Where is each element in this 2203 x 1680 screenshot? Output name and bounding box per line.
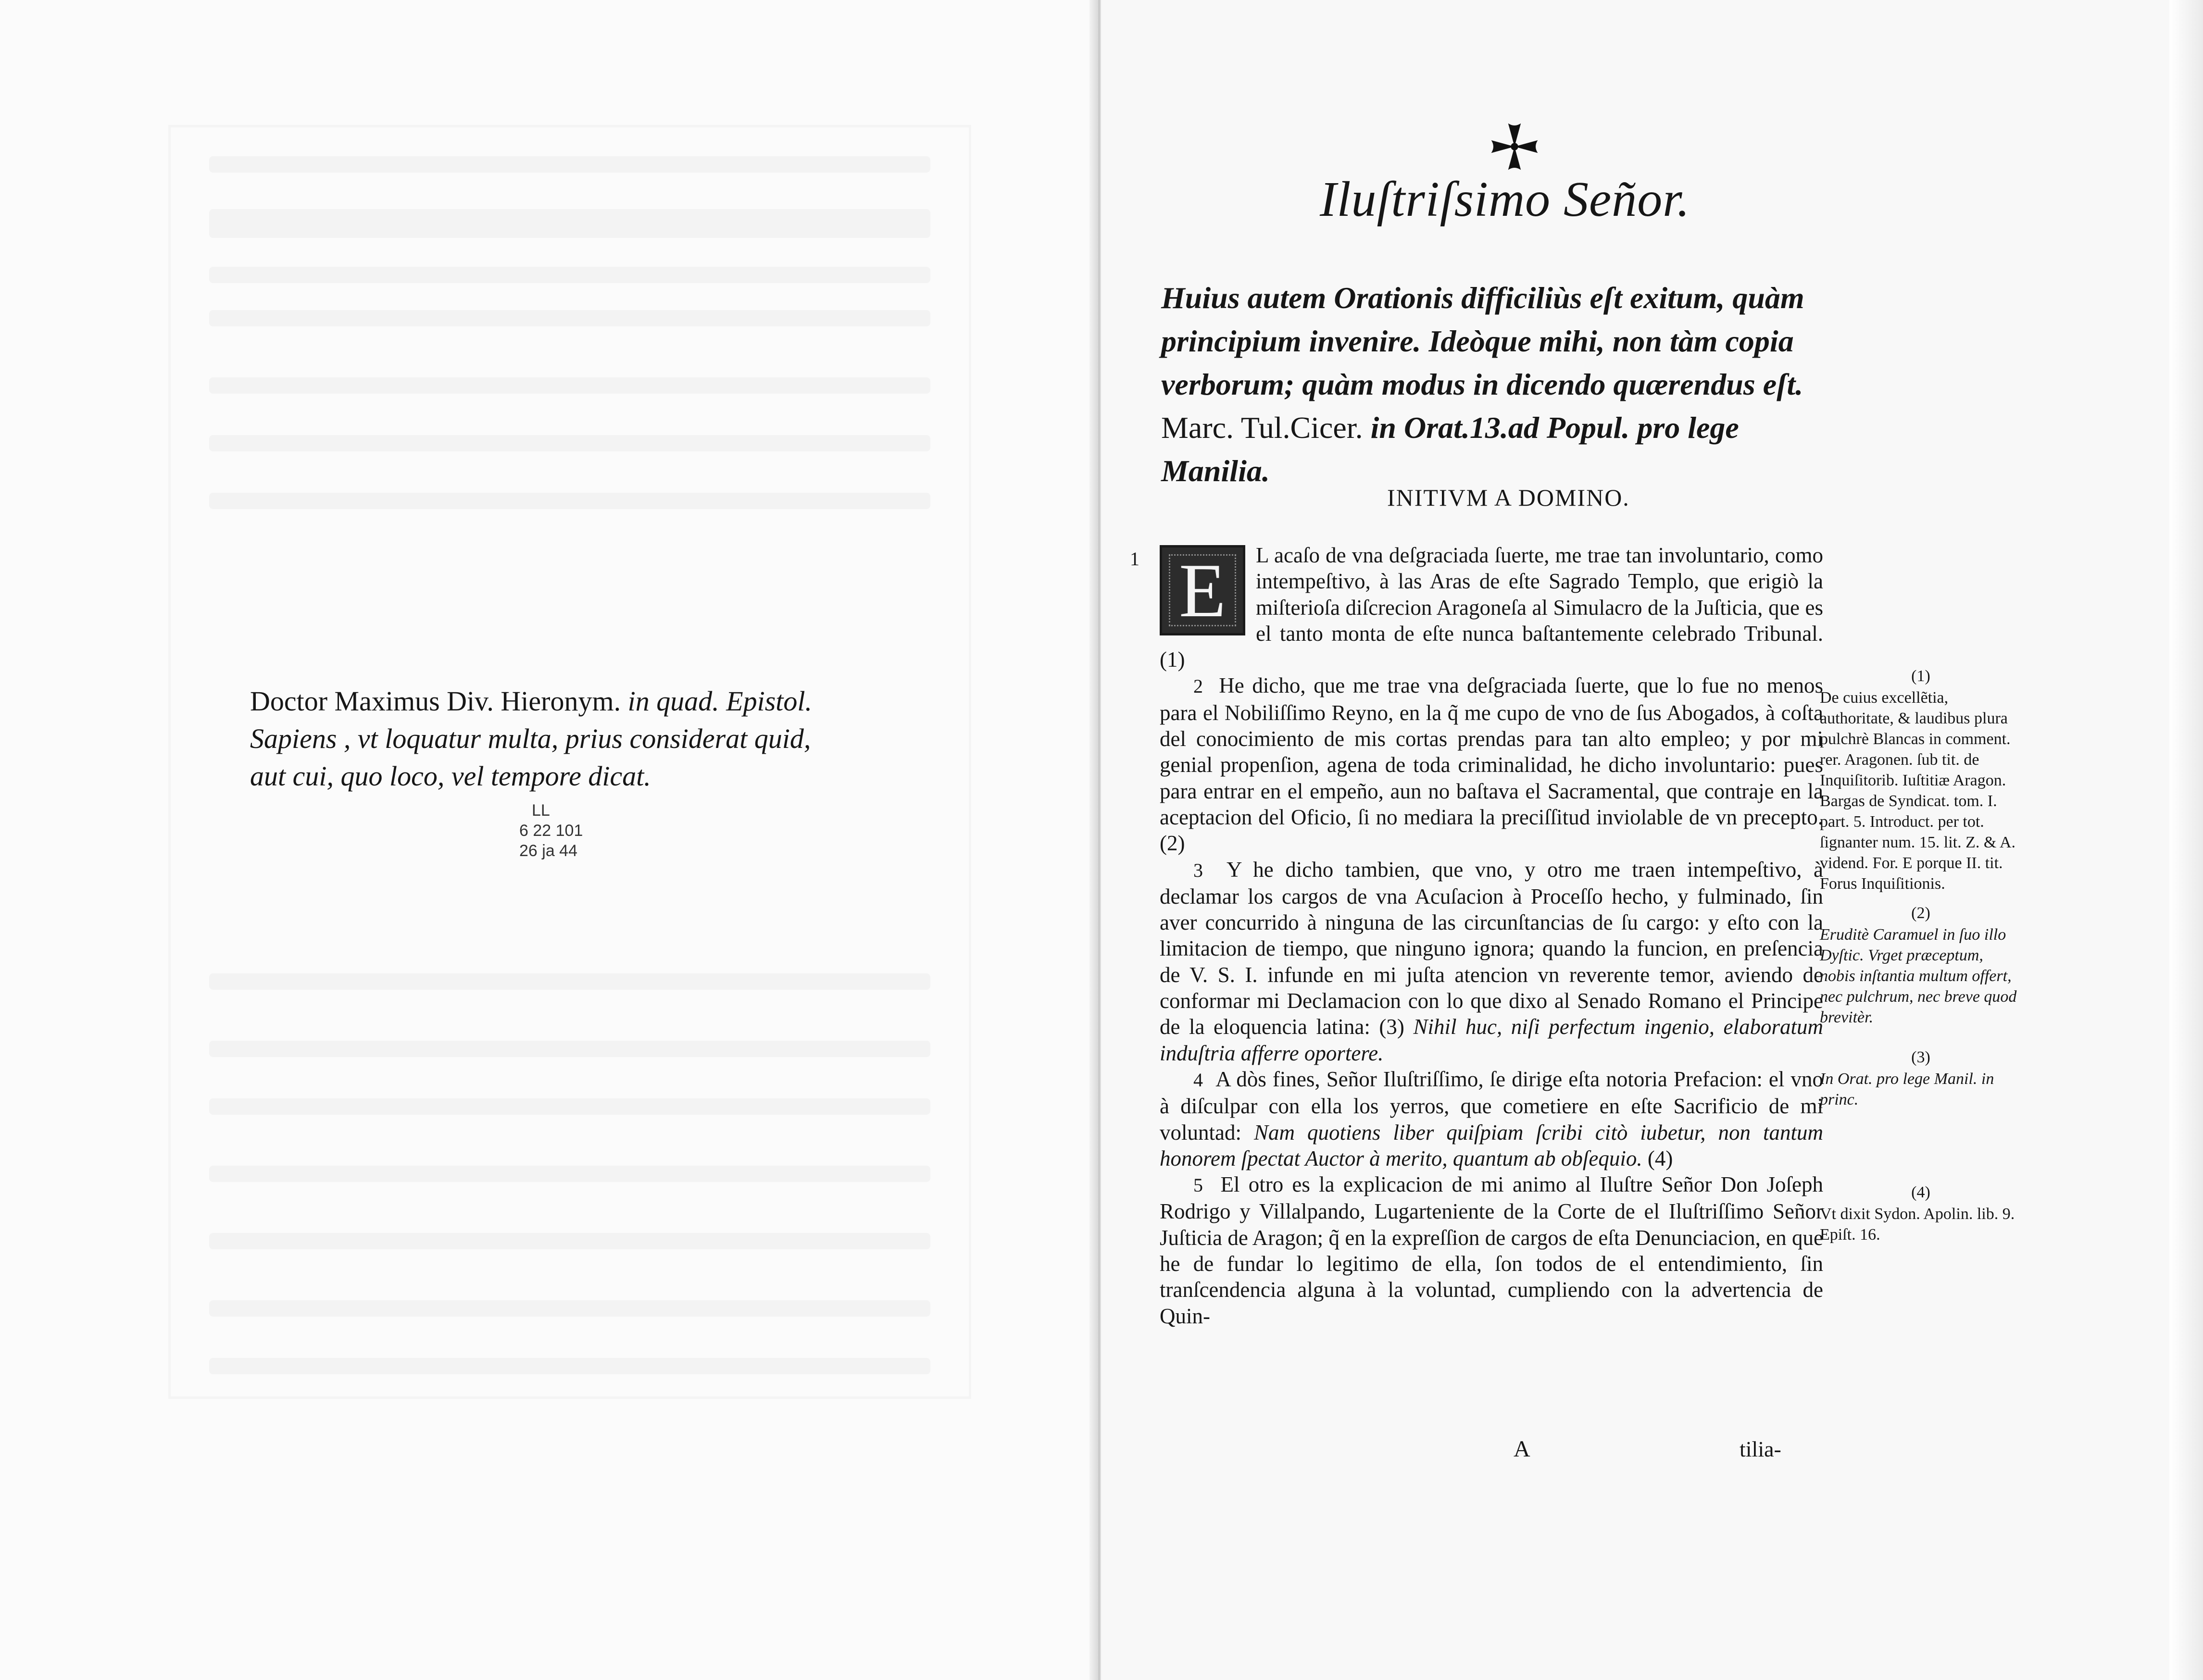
paragraph-number: 3 xyxy=(1193,859,1203,881)
paragraph-text: He dicho, que me trae vna deſgraciada ſuerte, que lo fue no menos para el Nobiliſſimo Reyno, en la q̃ me cupo de vno de ſus Abogados, à coſta del conocimiento de mis cortas prendas para tan alto empleo; y por mi genial propenſion, agena de toda criminalidad, he dicho involuntario: pues para entrar en el empeño, aun no baſtava el Sacramental, que contraje en la aceptacion del Oficio, ſi no mediara la preciſſitud inviolable de vn precepto. (2) xyxy=(1160,673,1823,856)
epigraph-author: Marc. Tul.Cicer. xyxy=(1161,411,1363,445)
decorated-initial xyxy=(1160,545,1245,635)
paragraph-5 xyxy=(1160,1171,1823,1329)
signature-mark: A xyxy=(1514,1436,1530,1462)
margin-note-number: (4) xyxy=(1911,1183,1930,1201)
paragraph-text: El otro es la explicacion de mi animo al Iluſtre Señor Don Joſeph Rodrigo y Villalpando, Lugarteniente de la Corte de el Iluſtriſſimo Señor Juſticia de Aragon; q̃ en la expreſſion de cargos de eſta Denunciacion, en que he de fundar lo legitimo de ella, ſon todos de el entendimiento, ſin tranſcendencia alguna à la voluntad, cumpliendo con la advertencia de Quin- xyxy=(1160,1172,1824,1328)
margin-note-text: De cuius excellẽtia, authoritate, & laudibus plura pulchrè Blancas in comment. rer. Aragonen. ſub tit. de Inquiſitorib. Iuſtitiæ Aragon. Bargas de Syndicat. tom. I. part. 5. Introduct. per tot. ſignanter num. 15. lit. Z. & A. vidend. For. E porque II. tit. Forus Inquiſitionis. xyxy=(1820,689,2016,893)
left-page xyxy=(0,0,1101,1680)
paragraph-note-ref: (4) xyxy=(1642,1146,1673,1170)
quote-line-2: Sapiens , vt loquatur multa, prius considerat quid, xyxy=(250,723,811,754)
margin-note-text: In Orat. pro lege Manil. in princ. xyxy=(1820,1070,1994,1108)
cross-patee-icon xyxy=(1488,120,1541,173)
epigraph-reference: in Orat.13.ad Popul. pro lege Manilia. xyxy=(1161,411,1739,488)
epigraph-text: Huius autem Orationis difficiliùs eſt exitum, quàm principium invenire. Ideòque mihi, non tàm copia verborum; quàm modus in dicendo quærendus eſt. xyxy=(1161,281,1804,401)
cicero-epigraph xyxy=(1161,276,1825,493)
hieronymus-quote xyxy=(250,683,942,795)
section-heading: INITIVM A DOMINO. xyxy=(1387,484,1630,511)
catchword: tilia- xyxy=(1740,1437,1781,1461)
paragraph-text: L acaſo de vna deſgraciada ſuerte, me trae tan involuntario, como intempeſtivo, à las Aras de eſte Sagrado Templo, que erigiò la miſterioſa diſcrecion Aragoneſa al Simulacro de la Juſticia, que es el tanto monta de eſte nunca baſtantemente celebrado Tribunal. (1) xyxy=(1160,543,1823,672)
paragraph-quote: Nihil huc, niſi perfectum ingenio, elaboratum induſtria afferre oportere. xyxy=(1160,1015,1823,1065)
quote-reference: in quad. Epistol. xyxy=(621,685,813,717)
paragraph-number: 2 xyxy=(1193,675,1203,697)
paragraph-number: 4 xyxy=(1193,1069,1203,1091)
initial-letter: E xyxy=(1179,548,1226,633)
paragraph-text: A dòs fines, Señor Iluſtriſſimo, ſe dirige eſta notoria Prefacion: el vno à diſculpar con ella los yerros, que cometiere en eſte Sacrificio de mi voluntad: xyxy=(1160,1067,1824,1145)
paragraph-4 xyxy=(1160,1066,1823,1171)
margin-note-number: (2) xyxy=(1911,904,1930,922)
margin-note-text: Eruditè Caramuel in ſuo illo Dyſtic. Vrget præceptum, nobis inſtantia multum offert, nec pulchrum, nec breve quod brevitèr. xyxy=(1820,926,2017,1026)
margin-note-number: (1) xyxy=(1911,667,1930,685)
page-title: Iluſtriſsimo Señor. xyxy=(1320,172,1690,227)
page-edge xyxy=(2169,0,2203,1680)
paragraph-3 xyxy=(1160,857,1823,1066)
paragraph-number: 5 xyxy=(1193,1174,1203,1196)
shelfmark-line-1: LL xyxy=(532,801,550,820)
quote-line-3: aut cui, quo loco, vel tempore dicat. xyxy=(250,760,651,792)
library-shelfmark xyxy=(519,800,583,861)
shelfmark-line-3: 26 ja 44 xyxy=(519,842,577,860)
paragraph-quote: Nam quotiens liber quiſpiam ſcribi citò iubetur, non tantum honorem ſpectat Auctor à merito, quantum ab obſequio. xyxy=(1160,1120,1823,1170)
paragraph-2 xyxy=(1160,672,1823,856)
margin-notes xyxy=(1820,666,2022,1254)
paragraph-text: Y he dicho tambien, que vno, y otro me traen intempeſtivo, à declamar los cargos de vna Acuſacion à Proceſſo hecho, y fulminado, ſin aver concurrido à ninguna de las circunſtancias de ſu cargo: y eſto con la limitacion de tiempo, que ninguno ignora; quando la funcion, en preſencia de V. S. I. infunde en mi juſta atencion vn reverente temor, aviendo de conformar mi Declamacion con lo que dixo al Senado Romano el Principe de la eloquencia latina: (3) xyxy=(1160,857,1824,1039)
main-text xyxy=(1130,542,1824,1329)
paragraph-number: 1 xyxy=(1130,548,1139,570)
paragraph-1 xyxy=(1130,542,1823,672)
quote-lead: Doctor Maximus Div. Hieronym. xyxy=(250,685,621,717)
shelfmark-line-2: 6 22 101 xyxy=(519,821,583,840)
margin-note-number: (3) xyxy=(1911,1048,1930,1066)
margin-note-text: Vt dixit Sydon. Apolin. lib. 9. Epiſt. 16. xyxy=(1820,1205,2015,1244)
